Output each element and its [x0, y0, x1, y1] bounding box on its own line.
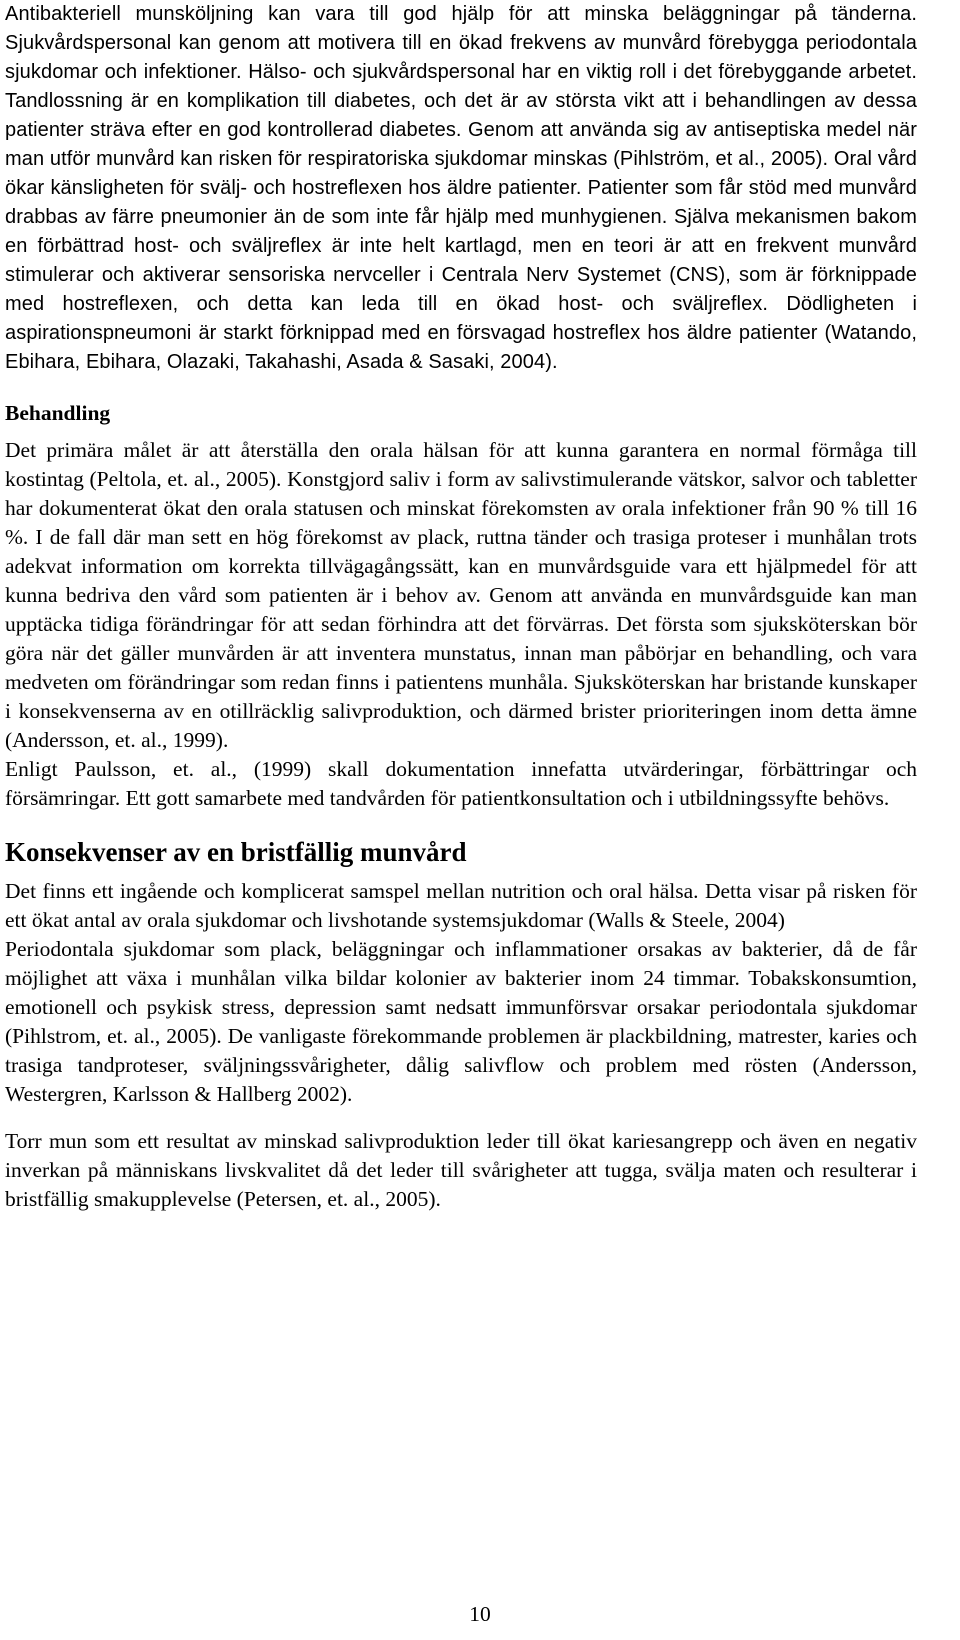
section-heading-konsekvenser: Konsekvenser av en bristfällig munvård — [5, 837, 467, 867]
behandling-paragraph: Det primära målet är att återställa den orala hälsan för att kunna garantera en normal förmåga till kostintag (Peltola, et. al., 2005). Konstgjord saliv i form av salivstimulerande vätskor, salvor och tabletter har dokumenterat ökat den orala statusen och minskat förekomsten av orala infektioner från 90 % till 16 %. I de fall där man sett en hög förekomst av plack, ruttna tänder och trasiga proteser i munhålan trots adekvat information om korrekta tillvägagångssätt, kan en munvårdsguide vara ett hjälpmedel för att kunna bedriva den vård som patienten är i behov av. Genom att använda en munvårdsguide kan man upptäcka tidiga förändringar för att sedan förhindra att det förvärras. Det första som sjuksköterskan bör göra när det gäller munvården är att inventera munstatus, innan man påbörjar en behandling, och vara medveten om förändringar som redan finns i patientens munhåla. Sjuksköterskan har bristande kunskaper i konsekvenserna av en otillräcklig salivproduktion, och därmed brister prioriteringen inom detta ämne (Andersson, et. al., 1999). — [5, 438, 917, 752]
intro-paragraph: Antibakteriell munsköljning kan vara till god hjälp för att minska beläggningar på tänderna. Sjukvårdspersonal kan genom att motivera till en ökad frekvens av munvård förebygga periodontala sjukdomar och infektioner. Hälso- och sjukvårdspersonal har en viktig roll i det förebyggande arbetet. Tandlossning är en komplikation till diabetes, och det är av största vikt att i behandlingen av dessa patienter sträva efter en god kontrollerad diabetes. Genom att använda sig av antiseptiska medel när man utför munvård kan risken för respiratoriska sjukdomar minskas (Pihlström, et al., 2005). Oral vård ökar känsligheten för svälj- och hostreflexen hos äldre patienter. Patienter som får stöd med munvård drabbas av färre pneumonier än de som inte får hjälp med munhygienen. Själva mekanismen bakom en förbättrad host- och sväljreflex är inte helt kartlagd, men en teori är att en frekvent munvård stimulerar och aktiverar sensoriska nervceller i Centrala Nerv Systemet (CNS), som är förknippade med hostreflexen, och detta kan leda till en ökad host- och sväljreflex. Dödligheten i aspirationspneumoni är starkt förknippad med en försvagad hostreflex hos äldre patienter (Watando, Ebihara, Ebihara, Olazaki, Takahashi, Asada & Sasaki, 2004). — [5, 3, 917, 373]
document-page — [5, 0, 917, 1214]
konsekvenser-paragraph-1: Det finns ett ingående och komplicerat samspel mellan nutrition och oral hälsa. Detta visar på risken för ett ökat antal av orala sjukdomar och livshotande systemsjukdomar (Walls & Steele, 2004) — [5, 879, 917, 932]
spacer — [5, 869, 917, 877]
torr-mun-paragraph: Torr mun som ett resultat av minskad salivproduktion leder till ökat kariesangrepp och även en negativ inverkan på människans livskvalitet då det leder till svårigheter att tugga, svälja maten och resulterar i bristfällig smakupplevelse (Petersen, et. al., 2005). — [5, 1129, 917, 1211]
section-heading-behandling: Behandling — [5, 401, 111, 425]
paulsson-paragraph: Enligt Paulsson, et. al., (1999) skall dokumentation innefatta utvärderingar, förbättringar och försämringar. Ett gott samarbete med tandvården för patientkonsultation och i utbildningssyfte behövs. — [5, 757, 917, 810]
konsekvenser-paragraph-2: Periodontala sjukdomar som plack, beläggningar och inflammationer orsakas av bakterier, då de får möjlighet att växa i munhålan vilka bildar kolonier av bakterier inom 24 timmar. Tobakskonsumtion, emotionell och psykisk stress, depression samt nedsatt immunförsvar orsakar periodontala sjukdomar (Pihlstrom, et. al., 2005). De vanligaste förekommande problemen är plackbildning, matrester, karies och trasiga tandproteser, sväljningssvårigheter, dålig salivflow och problem med rösten (Andersson, Westergren, Karlsson & Hallberg 2002). — [5, 937, 917, 1106]
page-number: 10 — [469, 1602, 491, 1626]
spacer — [5, 428, 917, 436]
spacer — [5, 1109, 917, 1127]
spacer — [5, 813, 917, 835]
spacer — [5, 377, 917, 399]
